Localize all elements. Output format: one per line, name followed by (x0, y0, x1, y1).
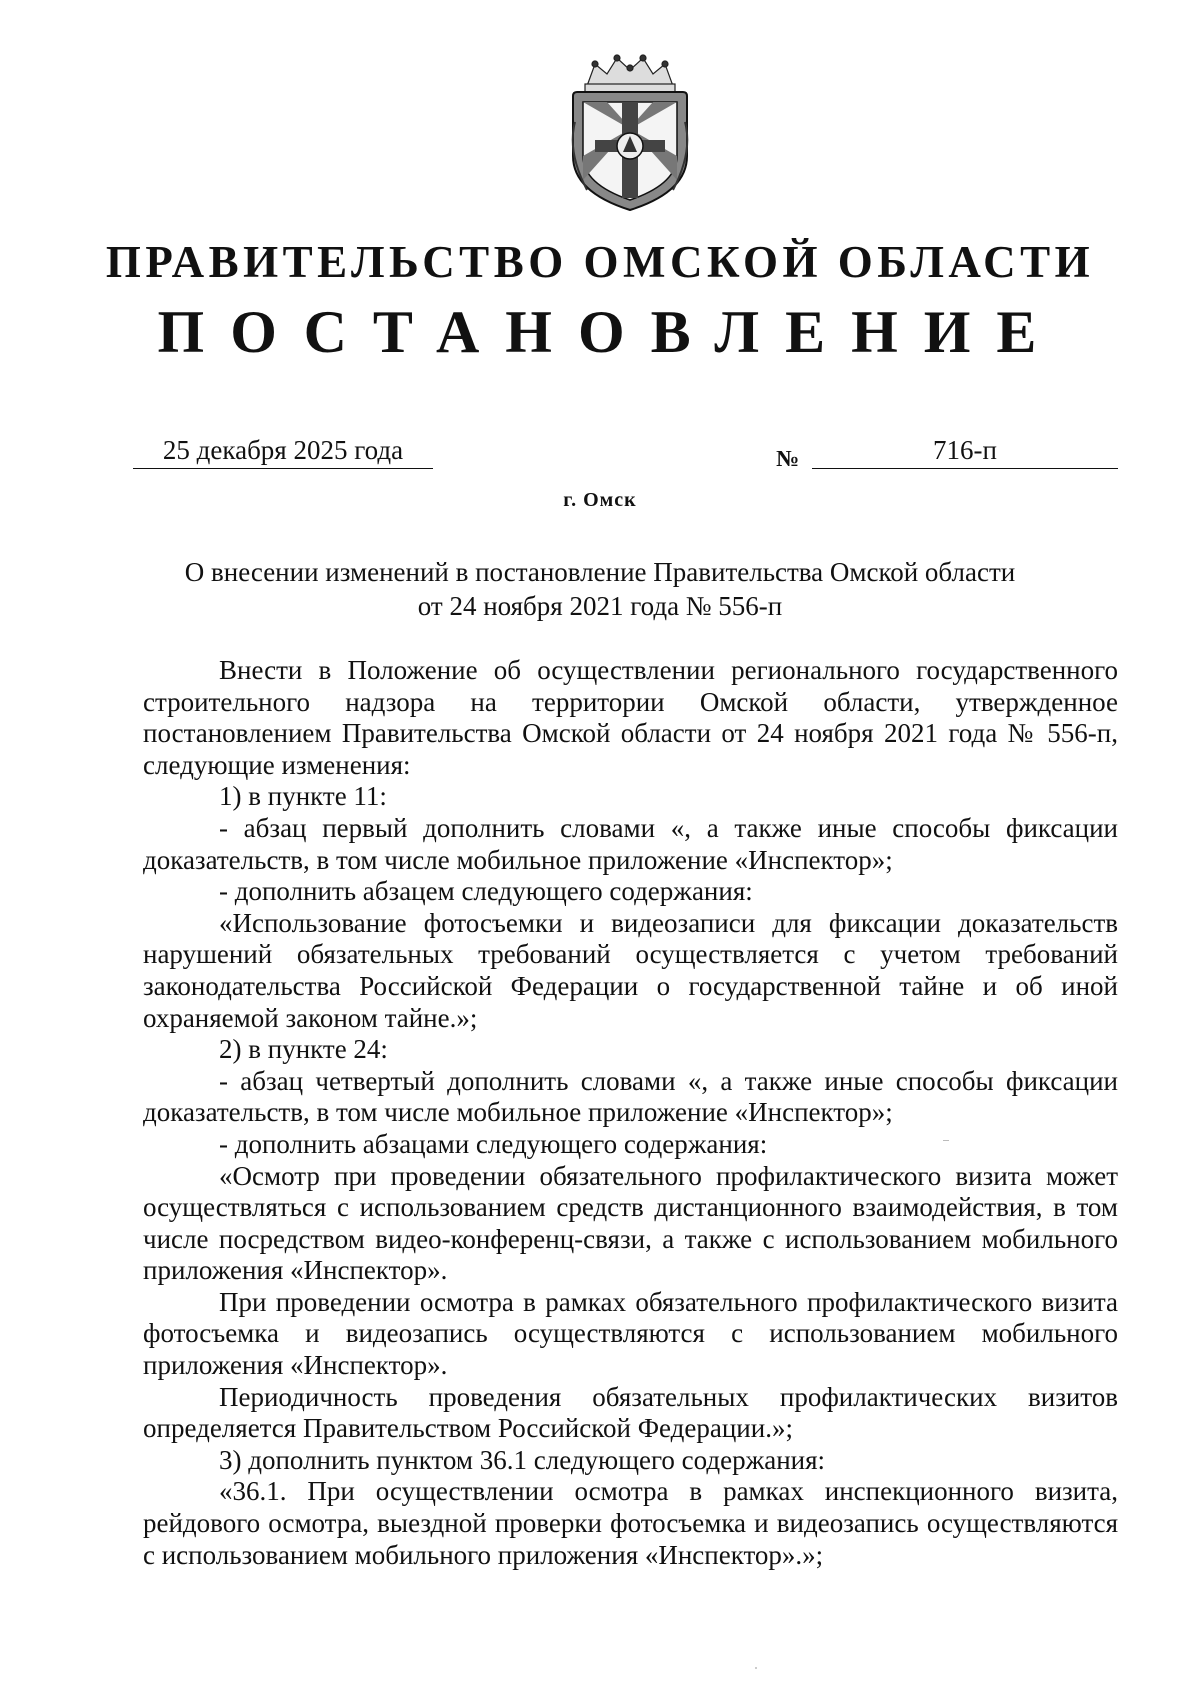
body-paragraph: «Осмотр при проведении обязательного профилактического визита может осуществляться с использованием средств дистанционного взаимодействия, в том числе посредством видео-конференц-связи, а также с использованием мобильного приложения «Инспектор». (143, 1160, 1118, 1286)
body-paragraph: - дополнить абзацами следующего содержания: (219, 1128, 768, 1159)
issuer-title: ПРАВИТЕЛЬСТВО ОМСКОЙ ОБЛАСТИ (105, 237, 1095, 287)
subject-line: от 24 ноября 2021 года № 556-п (417, 591, 783, 621)
document-number: 716-п (812, 433, 1118, 469)
scan-artifact (943, 1140, 949, 1141)
subject-line: О внесении изменений в постановление Правительства Омской области (184, 557, 1016, 587)
body-paragraph: - абзац четвертый дополнить словами «, а также иные способы фиксации доказательств, в том числе мобильное приложение «Инспектор»; (143, 1065, 1118, 1128)
body-paragraph: - абзац первый дополнить словами «, а также иные способы фиксации доказательств, в том числе мобильное приложение «Инспектор»; (143, 812, 1118, 875)
body-paragraph: 2) в пункте 24: (219, 1034, 388, 1065)
document-body (143, 655, 1118, 1571)
body-paragraph: Периодичность проведения обязательных профилактических визитов определяется Правительством Российской Федерации.»; (143, 1381, 1118, 1444)
body-paragraph: При проведении осмотра в рамках обязательного профилактического визита фотосъемка и видеозапись осуществляются с использованием мобильного приложения «Инспектор». (143, 1286, 1118, 1381)
city-label: г. Омск (563, 489, 637, 511)
document-subject (120, 555, 1080, 623)
document-type-title: ПОСТАНОВЛЕНИЕ (157, 299, 1063, 365)
body-paragraph: «Использование фотосъемки и видеозаписи для фиксации доказательств нарушений обязательных требований осуществляется с учетом требований законодательства Российской Федерации о государственной тайне и об иной охраняемой законом тайне.»; (143, 907, 1118, 1033)
scan-artifact (755, 1667, 757, 1669)
body-paragraph: 1) в пункте 11: (219, 781, 387, 812)
body-paragraph: 3) дополнить пунктом 36.1 следующего содержания: (219, 1444, 826, 1475)
body-paragraph: - дополнить абзацем следующего содержания: (219, 876, 753, 907)
coat-of-arms-emblem (565, 52, 695, 214)
document-date: 25 декабря 2025 года (133, 433, 433, 469)
body-paragraph: «36.1. При осуществлении осмотра в рамках инспекционного визита, рейдового осмотра, выездной проверки фотосъемка и видеозапись осуществляются с использованием мобильного приложения «Инспектор».»; (143, 1476, 1118, 1570)
number-sign: № (776, 446, 800, 471)
body-paragraph: Внести в Положение об осуществлении регионального государственного строительного надзора на территории Омской области, утвержденное постановлением Правительства Омской области от 24 ноября 2021 года № 556-п, следующие изменения: (143, 655, 1118, 780)
